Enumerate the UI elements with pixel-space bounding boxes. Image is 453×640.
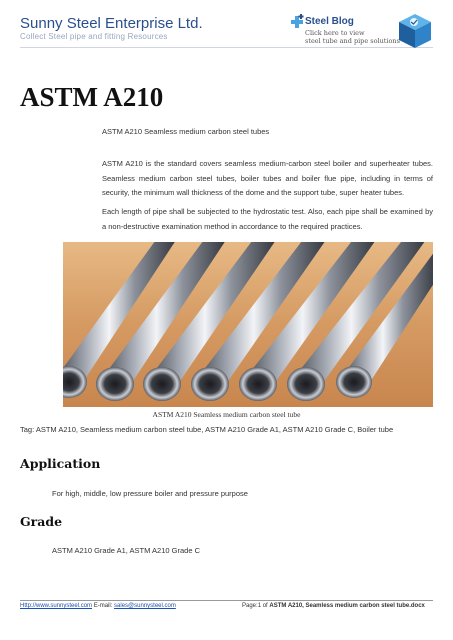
photo-caption: ASTM A210 Seamless medium carbon steel tube [152,410,301,419]
plus-icon [289,14,305,30]
email-link[interactable]: sales@sunnysteel.com [114,603,176,609]
steel-blog-link[interactable]: Steel Blog [305,16,354,27]
tag-line: Tag: ASTM A210, Seamless medium carbon steel tube, ASTM A210 Grade A1, ASTM A210 Grade C, Boiler tube [20,425,394,434]
paragraph-description: ASTM A210 is the standard covers seamless medium-carbon steel boiler and superheater tubes. Seamless medium carbon steel tubes, boiler tubes and boiler flue pipe, including in terms of security, the minimum wall thickness of the dome and the support tube, super heater tubes. [102,159,433,197]
footer-divider [20,600,433,601]
website-link[interactable]: Http://www.sunnysteel.com [20,603,93,609]
application-text: For high, middle, low pressure boiler and pressure purpose [52,489,248,498]
document-name: ASTM A210, Seamless medium carbon steel tube.docx [269,603,425,609]
steel-tubes-photo [63,242,433,407]
paragraph-testing: Each length of pipe shall be subjected to the hydrostatic test. Also, each pipe shall be examined by a non-destructive examination method in accordance to the required practices. [102,207,433,231]
footer-contact [20,603,176,609]
email-label: E-mail: [93,603,113,609]
company-name: Sunny Steel Enterprise Ltd. [20,15,203,32]
page-of: of [262,603,268,609]
grade-heading: Grade [20,514,63,529]
company-tagline: Collect Steel pipe and fitting Resources [20,32,168,41]
subtitle: ASTM A210 Seamless medium carbon steel tubes [102,127,270,136]
application-heading: Application [20,456,101,471]
header-divider [20,47,433,48]
cube-logo-icon [397,12,433,50]
page-title: ASTM A210 [20,82,164,112]
page-number: 1 [257,603,262,609]
steel-blog-subtext[interactable]: Click here to view [305,29,365,37]
grade-text: ASTM A210 Grade A1, ASTM A210 Grade C [52,546,200,555]
page-label: Page: [242,603,258,609]
footer-page-info [242,603,425,609]
steel-blog-subtext[interactable]: steel tube and pipe solutions [305,37,400,45]
